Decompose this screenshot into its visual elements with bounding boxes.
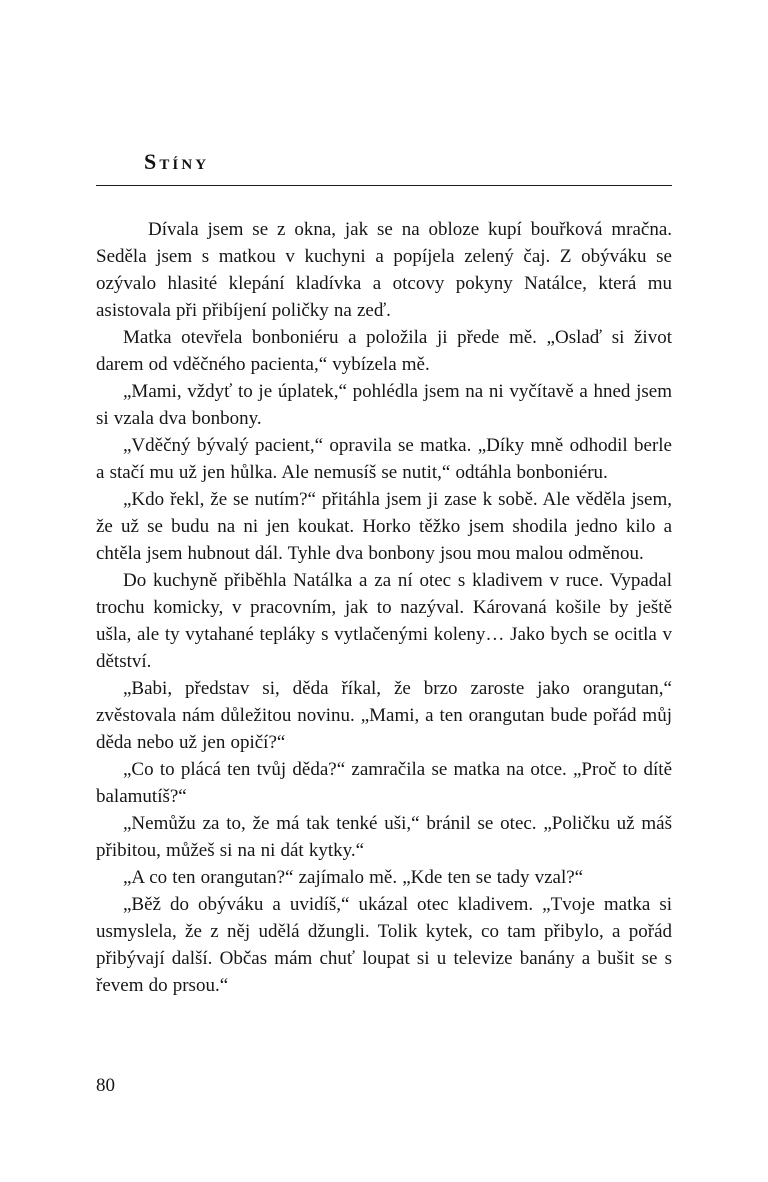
paragraph: Dívala jsem se z okna, jak se na obloze kupí bouřková mračna. Seděla jsem s matkou v kuchyni a popíjela zelený čaj. Z obýváku se ozývalo hlasité klepání kladívka a otcovy pokyny Natálce, která mu asistovala při přibíjení poličky na zeď. [96, 219, 672, 321]
paragraph: Do kuchyně přiběhla Natálka a za ní otec s kladivem v ruce. Vypadal trochu komicky, v pracovním, jak to nazýval. Károvaná košile by ještě ušla, ale ty vytahané tepláky s vytlačenými koleny… Jako bych se ocitla v dětství. [96, 570, 672, 672]
chapter-title: Stíny [144, 149, 210, 174]
paragraph: „Mami, vždyť to je úplatek,“ pohlédla jsem na ni vyčítavě a hned jsem si vzala dva bonbony. [96, 381, 672, 429]
page-number: 80 [96, 1075, 115, 1096]
paragraph: Matka otevřela bonboniéru a položila ji přede mě. „Oslaď si život darem od vděčného pacienta,“ vybízela mě. [96, 327, 672, 375]
paragraph: „Nemůžu za to, že má tak tenké uši,“ bránil se otec. „Poličku už máš přibitou, můžeš si na ni dát kytky.“ [96, 813, 672, 861]
paragraph: „Kdo řekl, že se nutím?“ přitáhla jsem ji zase k sobě. Ale věděla jsem, že už se budu na ni jen koukat. Horko těžko jsem shodila jedno kilo a chtěla jsem hubnout dál. Tyhle dva bonbony jsou mou malou odměnou. [96, 489, 672, 564]
paragraph: „A co ten orangutan?“ zajímalo mě. „Kde ten se tady vzal?“ [123, 867, 584, 888]
page-content [96, 148, 672, 999]
paragraph: „Co to plácá ten tvůj děda?“ zamračila se matka na otce. „Proč to dítě balamutíš?“ [96, 759, 672, 807]
body-text [96, 216, 672, 999]
paragraph: „Běž do obýváku a uvidíš,“ ukázal otec kladivem. „Tvoje matka si usmyslela, že z něj udělá džungli. Tolik kytek, co tam přibylo, a pořád přibývají další. Občas mám chuť loupat si u televize banány a bušit se s řevem do prsou.“ [96, 894, 672, 996]
paragraph: „Babi, představ si, děda říkal, že brzo zaroste jako orangutan,“ zvěstovala nám důležitou novinu. „Mami, a ten orangutan bude pořád můj děda nebo už jen opičí?“ [96, 678, 672, 753]
paragraph: „Vděčný bývalý pacient,“ opravila se matka. „Díky mně odhodil berle a stačí mu už jen hůlka. Ale nemusíš se nutit,“ odtáhla bonboniéru. [96, 435, 672, 483]
title-divider [96, 185, 672, 186]
